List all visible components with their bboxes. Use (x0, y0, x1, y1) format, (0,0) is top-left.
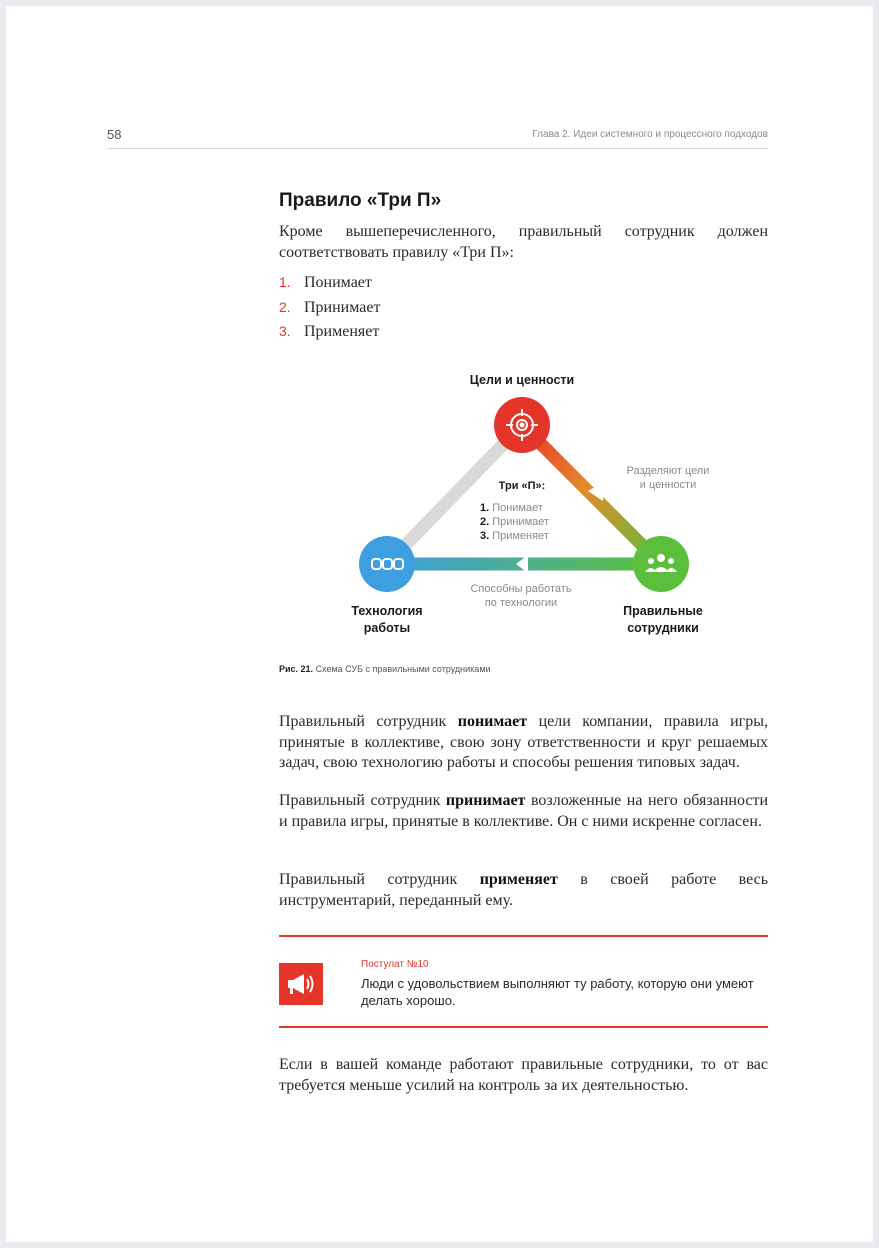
list-number: 3. (279, 323, 291, 339)
intro-paragraph: Кроме вышеперечисленного, правильный сотрудник должен соответствовать правилу «Три П»: (279, 223, 768, 261)
center-item-text: Применяет (492, 530, 549, 542)
bottom-edge-label-line1: Способны работать (470, 583, 572, 595)
bottom-edge-label-line2: по технологии (484, 597, 558, 609)
center-item-number: 2. (480, 516, 490, 528)
employees-label-line2: сотрудники (627, 621, 699, 635)
technology-node (359, 536, 415, 592)
figure-caption-label: Рис. 21. (279, 664, 314, 674)
megaphone-icon (279, 963, 323, 1005)
list-number: 1. (279, 274, 291, 290)
employees-label-line1: Правильные (623, 604, 703, 618)
postulate-top-rule (279, 935, 768, 937)
list-text: Понимает (304, 274, 372, 291)
closing-paragraph: Если в вашей команде работают правильные сотрудники, то от вас требуется меньше усилий на контроль за их деятельностью. (279, 1056, 768, 1094)
right-edge (522, 425, 661, 564)
postulate-icon-box (279, 963, 323, 1005)
list-number: 2. (279, 298, 291, 315)
right-edge-label-line1: Разделяют цели (626, 465, 710, 477)
postulate-label: Постулат №10 (361, 959, 429, 970)
paragraph-applies: Правильный сотрудник применяет в своей работе весь инструментарий, переданный ему. (279, 871, 769, 909)
employees-node (633, 536, 689, 592)
center-item-text: Принимает (492, 516, 550, 528)
goals-label: Цели и ценности (469, 373, 575, 387)
book-page (6, 6, 873, 1242)
center-item (480, 502, 543, 514)
center-item (480, 516, 549, 528)
center-item-number: 1. (480, 502, 490, 514)
technology-label-line1: Технология (351, 604, 423, 618)
center-title: Три «П»: (498, 480, 546, 492)
page-number: 58 (107, 127, 122, 142)
figure-caption-text: Схема СУБ с правильными сотрудниками (315, 664, 491, 674)
postulate-text: Люди с удовольствием выполняют ту работу, которую они умеют делать хорошо. (361, 976, 754, 1008)
chapter-title: Глава 2. Идеи системного и процессного подходов (532, 129, 768, 140)
left-edge (387, 425, 522, 564)
technology-label-line2: работы (363, 621, 411, 635)
center-item-number: 3. (480, 530, 490, 542)
list-text: Применяет (304, 323, 380, 340)
figure-caption (279, 664, 491, 674)
list-text: Принимает (304, 298, 381, 316)
section-title: Правило «Три П» (279, 190, 442, 211)
postulate-bottom-rule (279, 1026, 768, 1028)
paragraph-accepts: Правильный сотрудник принимает возложенные на него обязанности и правила игры, принятые в коллективе. Он с ними искренне согласен. (279, 792, 769, 830)
paragraph-understands: Правильный сотрудник понимает цели компании, правила игры, принятые в коллективе, свою зону ответственности и круг решаемых задач, свою технологию работы и способы решения типовых задач. (279, 713, 768, 771)
right-edge-label-line2: и ценности (639, 479, 697, 491)
three-p-diagram (6, 6, 873, 706)
center-item (480, 530, 549, 542)
center-item-text: Понимает (492, 502, 543, 514)
